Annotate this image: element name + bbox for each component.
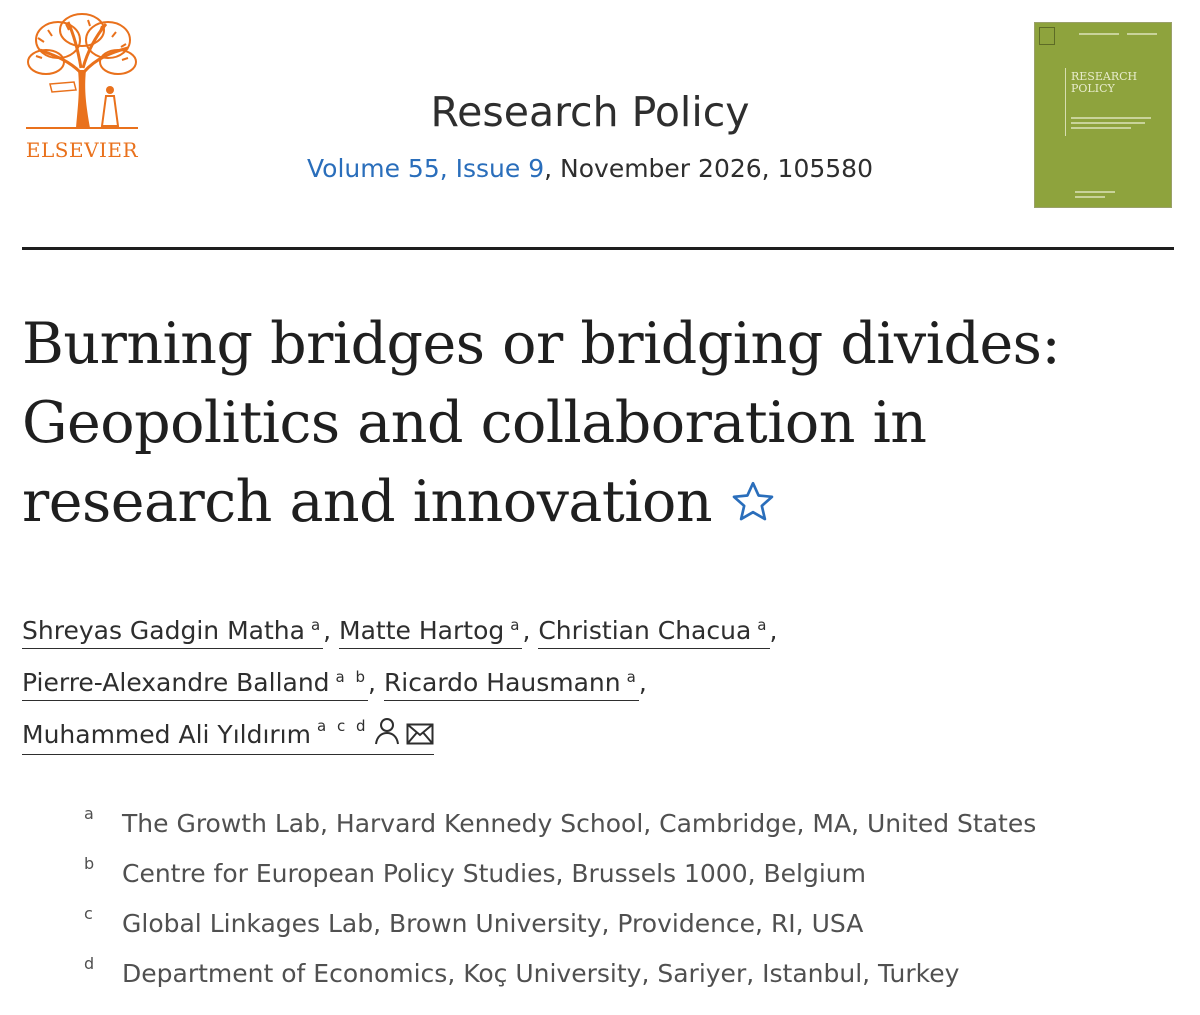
- star-outline-icon[interactable]: [730, 467, 776, 546]
- cover-rule: [1065, 68, 1066, 136]
- author-list: Shreyas Gadgin Matha $^a$, Matte Hartog $^a$, Christian Chacua $^a$, Pierre-Alexandre Balland $^{a b}$, Ricardo Hausmann $^a$, Muhammed Ali Yıldırım $^{a c d}$: [22, 605, 1182, 761]
- cover-logo-mark: [1039, 27, 1055, 45]
- cover-text-line: [1071, 127, 1131, 129]
- tree-logo-icon: [18, 10, 146, 138]
- elsevier-logo[interactable]: [18, 10, 146, 168]
- author-link[interactable]: Shreyas Gadgin Matha $^a$: [22, 616, 323, 649]
- cover-text-line: [1075, 191, 1115, 193]
- publisher-name: ELSEVIER: [25, 138, 139, 162]
- affiliation-item: c Global Linkages Lab, Brown University, Providence, RI, USA: [84, 904, 864, 938]
- cover-text-line: [1075, 196, 1105, 198]
- author-link[interactable]: Matte Hartog $^a$: [339, 616, 522, 649]
- journal-header: [300, 88, 880, 183]
- journal-cover-thumbnail[interactable]: [1034, 22, 1172, 208]
- author-link[interactable]: Ricardo Hausmann $^a$: [384, 668, 639, 701]
- article-title: Burning bridges or bridging divides: Geopolitics and collaboration in research and innovation: [22, 305, 1182, 546]
- cover-text-line: [1071, 122, 1145, 124]
- affiliation-list: [84, 806, 1184, 1006]
- author-link[interactable]: Pierre-Alexandre Balland $^{a b}$: [22, 668, 368, 701]
- header-divider: [22, 247, 1174, 250]
- issue-link[interactable]: Volume 55, Issue 9: [307, 154, 545, 183]
- affiliation-item: d Department of Economics, Koç University, Sariyer, Istanbul, Turkey: [84, 954, 960, 988]
- journal-title[interactable]: Research Policy: [430, 88, 750, 136]
- issue-info: [300, 154, 880, 183]
- cover-title: RESEARCH POLICY: [1071, 70, 1138, 95]
- affiliation-item: a The Growth Lab, Harvard Kennedy School, Cambridge, MA, United States: [84, 804, 1037, 838]
- person-icon: [374, 717, 400, 752]
- envelope-icon[interactable]: [406, 722, 434, 752]
- author-link[interactable]: Christian Chacua $^a$: [538, 616, 769, 649]
- issue-date-article-number: , November 2026, 105580: [544, 154, 873, 183]
- author-link[interactable]: Muhammed Ali Yıldırım $^{a c d}$: [22, 717, 434, 755]
- cover-text-line: [1071, 117, 1151, 119]
- affiliation-item: b Centre for European Policy Studies, Brussels 1000, Belgium: [84, 854, 867, 888]
- cover-text-line: [1079, 33, 1119, 35]
- cover-text-line: [1127, 33, 1157, 35]
